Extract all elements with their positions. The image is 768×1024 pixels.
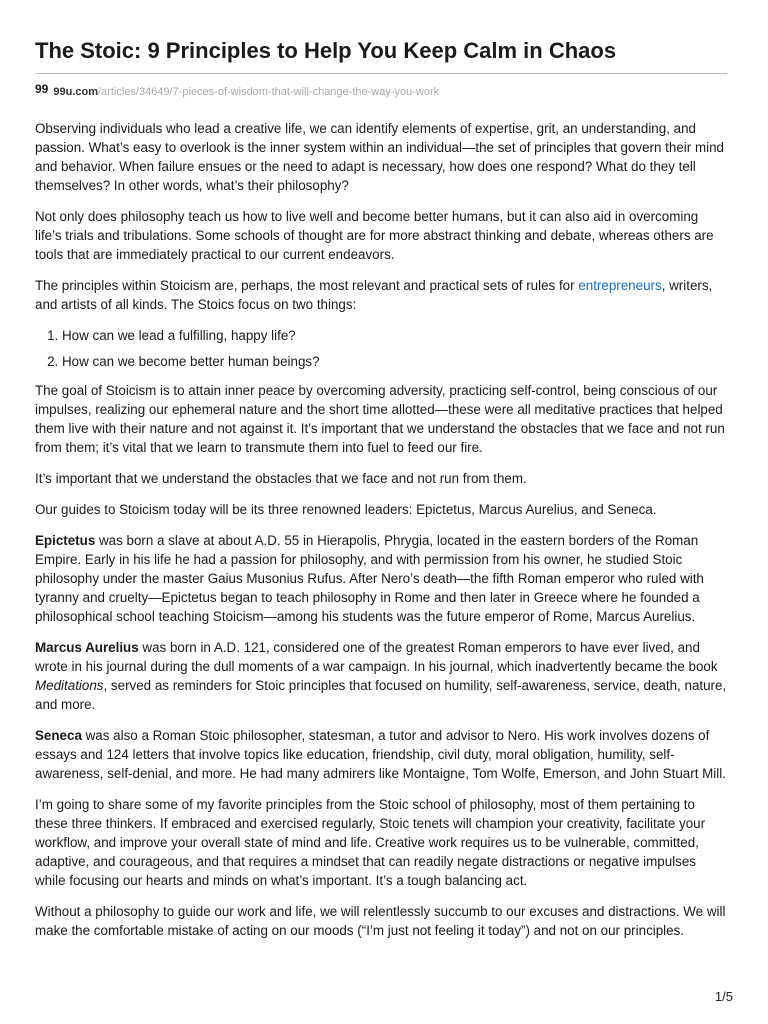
seneca-name: Seneca <box>35 728 82 743</box>
paragraph-text: was born a slave at about A.D. 55 in Hierapolis, Phrygia, located in the eastern borders of the Roman Empire. Early in his life he had a passion for philosophy, and with permission from his owner, he studied Stoic philosophy under the master Gaius Musonius Rufus. After Nero’s death—the fifth Roman emperor who ruled with tyranny and cruelty—Epictetus began to teach philosophy in Rome and then later in Greece where he founded a philosophical school teaching Stoicism—among his students was the future emperor of Rome, Marcus Aurelius. <box>35 533 704 624</box>
title-divider <box>35 73 727 74</box>
paragraph: The goal of Stoicism is to attain inner peace by overcoming adversity, practicing self-control, being conscious of our impulses, realizing our ephemeral nature and the short time allotted—these were all meditative practices that helped them live with their nature and not against it. It’s important that we understand the obstacles that we face and not run from them; it’s vital that we learn to transmute them into fuel to feed our fire. <box>35 383 725 455</box>
quote-icon: 99 <box>35 82 49 96</box>
paragraph: Not only does philosophy teach us how to live well and become better humans, but it can also aid in overcoming life’s trials and tribulations. Some schools of thought are for more abstract thinking and debate, whereas others are tools that are immediately practical to our current endeavors. <box>35 209 714 262</box>
page-number: 1/5 <box>714 989 733 1004</box>
paragraph: It’s important that we understand the obstacles that we face and not run from them. <box>35 471 527 486</box>
paragraph-text: The principles within Stoicism are, perhaps, the most relevant and practical sets of rules for <box>35 278 579 293</box>
list-item: 1. How can we lead a fulfilling, happy life? <box>62 326 727 345</box>
marcus-paragraph <box>35 638 727 714</box>
paragraph: Observing individuals who lead a creative life, we can identify elements of expertise, grit, an understanding, and passion. What’s easy to overlook is the inner system within an individual—the set of principles that govern their mind and behavior. When failure ensues or the need to adapt is necessary, how does one respond? What do they tell themselves? In other words, what’s their philosophy? <box>35 121 724 193</box>
source-line <box>35 82 439 98</box>
seneca-paragraph <box>35 726 727 783</box>
paragraph: Without a philosophy to guide our work and life, we will relentlessly succumb to our excuses and distractions. We will make the comfortable mistake of acting on our moods (“I’m just not feeling it today”) and not on our principles. <box>35 904 726 938</box>
list-item: 2. How can we become better human beings? <box>62 352 727 371</box>
marcus-name: Marcus Aurelius <box>35 640 139 655</box>
source-path[interactable]: /articles/34649/7-pieces-of-wisdom-that-will-change-the-way-you-work <box>98 86 440 98</box>
article-body <box>35 119 727 952</box>
book-title: Meditations <box>35 678 104 693</box>
paragraph-text: was born in A.D. 121, considered one of the greatest Roman emperors to have ever lived, and wrote in his journal during the dull moments of a war campaign. In his journal, which inadvertently became the book <box>35 640 718 674</box>
source-domain[interactable]: 99u.com <box>53 86 98 98</box>
paragraph-text: was also a Roman Stoic philosopher, statesman, a tutor and advisor to Nero. His work involves dozens of essays and 124 letters that involve topics like education, friendship, civil duty, moral obligation, humility, self-awareness, self-denial, and more. He had many admirers like Montaigne, Tom Wolfe, Emerson, and John Stuart Mill. <box>35 728 726 781</box>
focus-list <box>35 326 727 371</box>
epictetus-paragraph <box>35 531 727 626</box>
paragraph <box>35 276 727 314</box>
entrepreneurs-link[interactable]: entrepreneurs <box>578 278 662 293</box>
epictetus-name: Epictetus <box>35 533 96 548</box>
paragraph-text: , served as reminders for Stoic principles that focused on humility, self-awareness, service, death, nature, and more. <box>35 678 727 712</box>
paragraph: I’m going to share some of my favorite principles from the Stoic school of philosophy, most of them pertaining to these three thinkers. If embraced and exercised regularly, Stoic tenets will champion your creativity, facilitate your workflow, and improve your overall state of mind and life. Creative work requires us to be vulnerable, committed, adaptive, and courageous, and that requires a mindset that can readily negate distractions or negative impulses while focusing our hearts and minds on what’s important. It’s a tough balancing act. <box>35 797 706 888</box>
article-title: The Stoic: 9 Principles to Help You Keep Calm in Chaos <box>35 38 617 63</box>
paragraph-text: , writers, and artists of all kinds. The Stoics focus on two things: <box>35 278 713 312</box>
paragraph: Our guides to Stoicism today will be its three renowned leaders: Epictetus, Marcus Aurelius, and Seneca. <box>35 502 657 517</box>
